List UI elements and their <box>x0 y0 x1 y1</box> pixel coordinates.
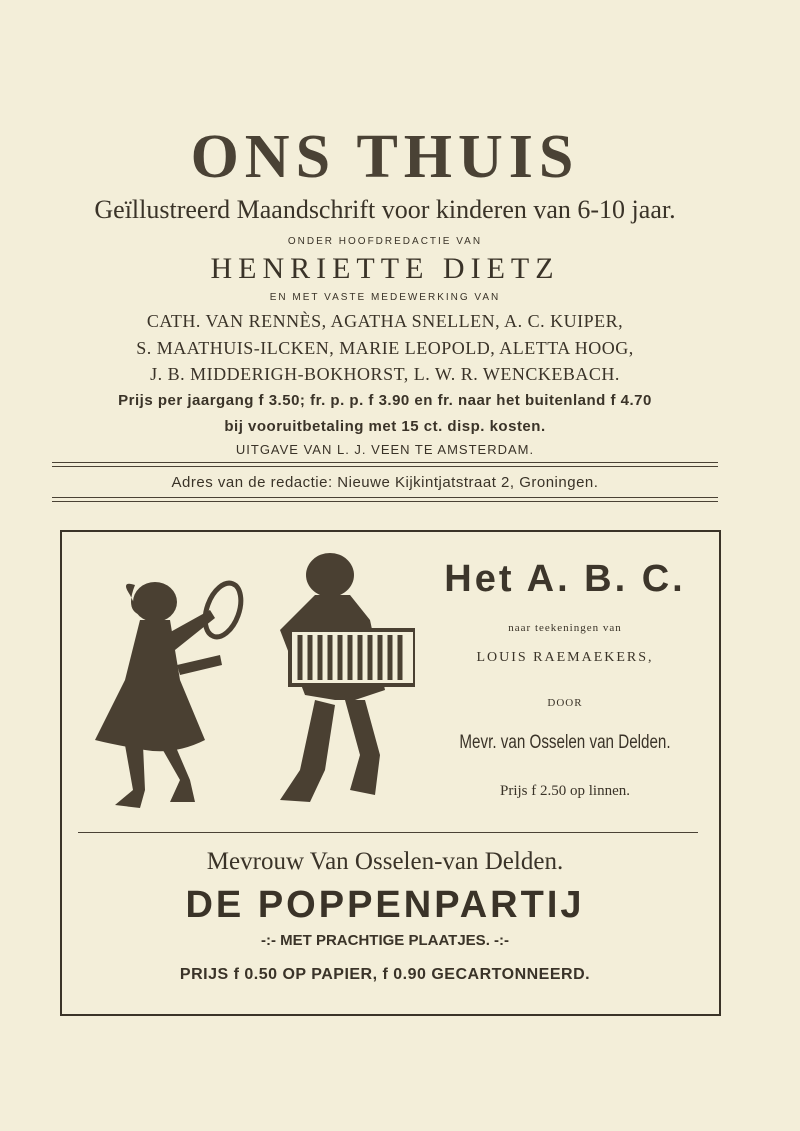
subscription-price: Prijs per jaargang f 3.50; fr. p. p. f 3.90 en fr. naar het buitenland f 4.70 <box>118 392 652 409</box>
abc-price: Prijs f 2.50 op linnen. <box>500 783 630 799</box>
divider-top-1 <box>52 462 718 463</box>
divider-bottom-1 <box>52 497 718 498</box>
contributors-intro: EN MET VASTE MEDEWERKING VAN <box>269 292 501 303</box>
magazine-title: ONS THUIS <box>190 123 580 191</box>
abc-author: Mevr. van Osselen van Delden. <box>459 732 671 753</box>
poppenpartij-price: PRIJS f 0.50 OP PAPIER, f 0.90 GECARTONNEERD. <box>179 966 591 983</box>
girl-with-tambourine-silhouette <box>95 578 248 808</box>
contributors-line-2: S. MAATHUIS-ILCKEN, MARIE LEOPOLD, ALETTA HOOG, <box>136 338 634 358</box>
publisher: UITGAVE VAN L. J. VEEN TE AMSTERDAM. <box>235 442 535 457</box>
divider-top-2 <box>52 466 718 467</box>
payment-terms: bij vooruitbetaling met 15 ct. disp. kosten. <box>224 418 546 435</box>
abc-by: DOOR <box>547 697 583 709</box>
poppenpartij-author: Mevrouw Van Osselen-van Delden. <box>206 848 564 875</box>
abc-artist: LOUIS RAEMAEKERS, <box>476 650 654 665</box>
boy-with-accordion-silhouette <box>280 553 415 802</box>
editorial-address: Adres van de redactie: Nieuwe Kijkintjatstraat 2, Groningen. <box>171 474 599 491</box>
magazine-subtitle: Geïllustreerd Maandschrift voor kinderen van 6-10 jaar. <box>94 195 676 224</box>
editor-name: HENRIETTE DIETZ <box>210 252 560 285</box>
dancing-children-illustration <box>85 540 415 830</box>
poppenpartij-subtitle: -:- MET PRACHTIGE PLAATJES. -:- <box>260 932 510 949</box>
divider-bottom-2 <box>52 501 718 502</box>
editor-intro: ONDER HOOFDREDACTIE VAN <box>287 236 483 247</box>
abc-title: Het A. B. C. <box>444 558 686 600</box>
poppenpartij-title: DE POPPENPARTIJ <box>185 884 585 926</box>
contributors-line-3: J. B. MIDDERIGH-BOKHORST, L. W. R. WENCKEBACH. <box>150 364 620 384</box>
abc-illustrations-by: naar teekeningen van <box>508 622 622 634</box>
contributors-line-1: CATH. VAN RENNÈS, AGATHA SNELLEN, A. C. KUIPER, <box>146 311 624 331</box>
advertisement-divider <box>78 832 698 833</box>
